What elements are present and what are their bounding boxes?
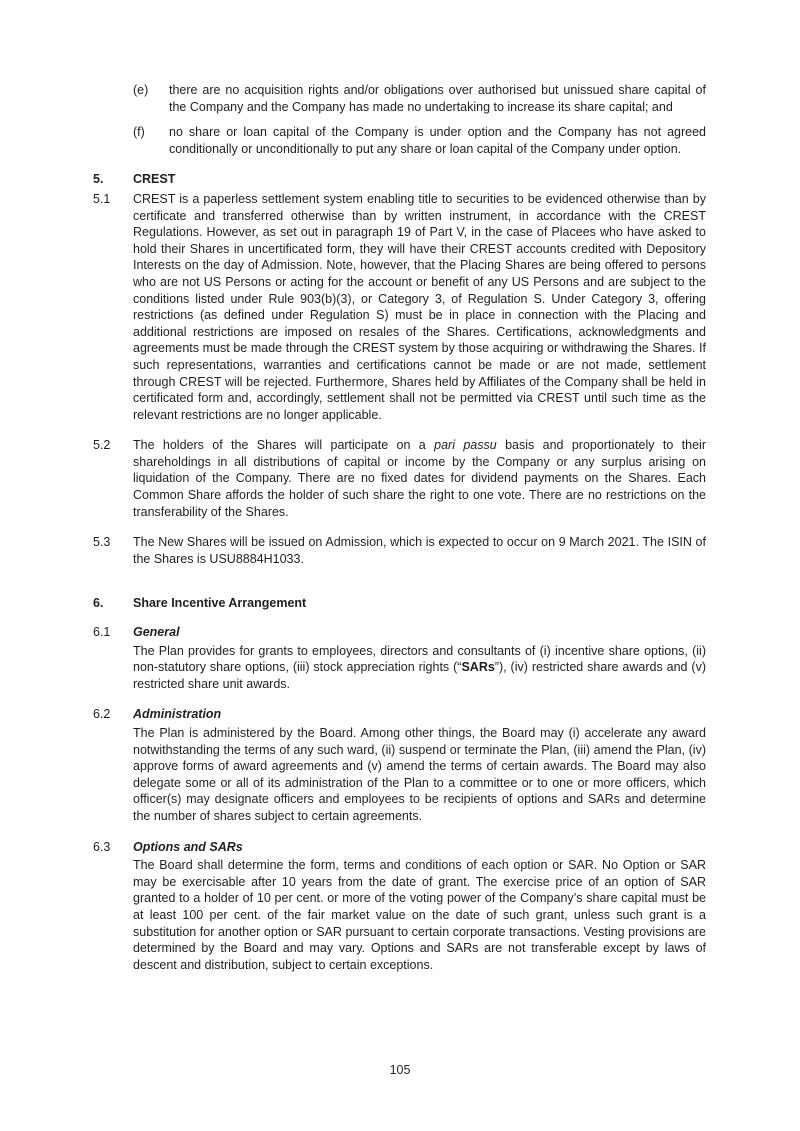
paragraph-6-2: [93, 706, 706, 824]
paragraph-5-2: [93, 437, 706, 520]
paragraph-text: The Plan provides for grants to employees, directors and consultants of (i) incentive share options, (ii) non-statutory share options, (iii) stock appreciation rights (“SARs”), (iv) restricted share awards and (v) restricted share unit awards.: [133, 643, 707, 691]
page-content: [93, 82, 706, 973]
list-item-e: [133, 82, 706, 115]
subsection-title: Administration: [133, 707, 222, 722]
paragraph-text: The Board shall determine the form, terms and conditions of each option or SAR. No Option or SAR may be exercisable after 10 years from the date of grant. The exercise price of an option of SAR granted to a holder of 10 per cent. or more of the voting power of the Company’s share capital must be at least 100 per cent. of the fair market value on the date of such grant, unless such grant is a substitution for another option or SAR pursuant to certain corporate transactions. Vesting provisions are determined by the Board and may vary. Options and SARs are not transferable except by laws of descent and distribution, subject to certain exceptions.: [133, 858, 706, 972]
paragraph-6-1: [93, 624, 706, 692]
paragraph-5-1: [93, 191, 706, 423]
list-text: no share or loan capital of the Company is under option and the Company has not agreed conditionally or unconditionally to put any share or loan capital of the Company under option.: [169, 125, 706, 156]
paragraph-number: 6.1: [93, 625, 111, 640]
subsection-title: General: [133, 625, 180, 640]
list-text: there are no acquisition rights and/or obligations over authorised but unissued share capital of the Company and the Company has made no undertaking to increase its share capital; and: [169, 83, 706, 114]
paragraph-6-3: [93, 839, 706, 974]
paragraph-number: 6.3: [93, 839, 111, 854]
paragraph-number: 5.1: [93, 191, 111, 206]
list-label: (e): [133, 83, 149, 97]
section-heading-5: [93, 171, 706, 188]
list-label: (f): [133, 125, 145, 140]
section-number: 6.: [93, 596, 104, 611]
section-heading-6: [93, 595, 706, 612]
subsection-title: Options and SARs: [133, 839, 243, 854]
page-number: 105: [389, 1063, 411, 1077]
paragraph-number: 5.2: [93, 438, 111, 453]
list-item-f: [133, 124, 706, 157]
section-title: CREST: [133, 172, 176, 187]
paragraph-number: 6.2: [93, 707, 111, 722]
section-number: 5.: [93, 172, 104, 187]
paragraph-5-3: [93, 534, 706, 567]
paragraph-text: CREST is a paperless settlement system enabling title to securities to be evidenced otherwise than by certificate and transferred otherwise than by written instrument, in accordance with the CREST Regulations. However, as set out in paragraph 19 of Part V, in the case of Placees who have asked to hold their Shares in uncertificated form, they will have their CREST accounts credited with Depository Interests on the day of Admission. Note, however, that the Placing Shares are being offered to persons who are not US Persons or acting for the account or benefit of any US Persons and are subject to the conditions listed under Rule 903(b)(3), or Category 3, of Regulation S. Under Category 3, offering restrictions (as defined under Regulation S) must be in place in connection with the Placing and additional restrictions are imposed on resales of the Shares. Certifications, acknowledgments and agreements must be made through the CREST system by those acquiring or withdrawing the Shares. If such representations, warranties and certifications cannot be made or are not made, settlement through CREST will be rejected. Furthermore, Shares held by Affiliates of the Company shall be held in certificated form and, accordingly, settlement shall not be permitted via CREST until such time as the relevant restrictions are no longer applicable.: [133, 191, 706, 422]
section-title: Share Incentive Arrangement: [133, 596, 307, 611]
paragraph-text: The Plan is administered by the Board. Among other things, the Board may (i) accelerate any award notwithstanding the terms of any such ward, (ii) suspend or terminate the Plan, (iii) amend the Plan, (iv) approve forms of award agreements and (v) amend the terms of certain awards. The Board may also delegate some or all of its administration of the Plan to a committee or to one or more officers, which officer(s) may designate officers and employees to be recipients of options and SARs and determine the number of shares subject to certain agreements.: [133, 726, 706, 823]
paragraph-text: The holders of the Shares will participate on a pari passu basis and proportionately to their shareholdings in all distributions of capital or income by the Company or any surplus arising on liquidation of the Company. There are no fixed dates for dividend payments on the Shares. Each Common Share affords the holder of such share the right to one vote. There are no restrictions on the transferability of the Shares.: [133, 438, 706, 519]
paragraph-number: 5.3: [93, 535, 111, 550]
paragraph-text: The New Shares will be issued on Admission, which is expected to occur on 9 March 2021. The ISIN of the Shares is USU8884H1033.: [133, 535, 706, 566]
